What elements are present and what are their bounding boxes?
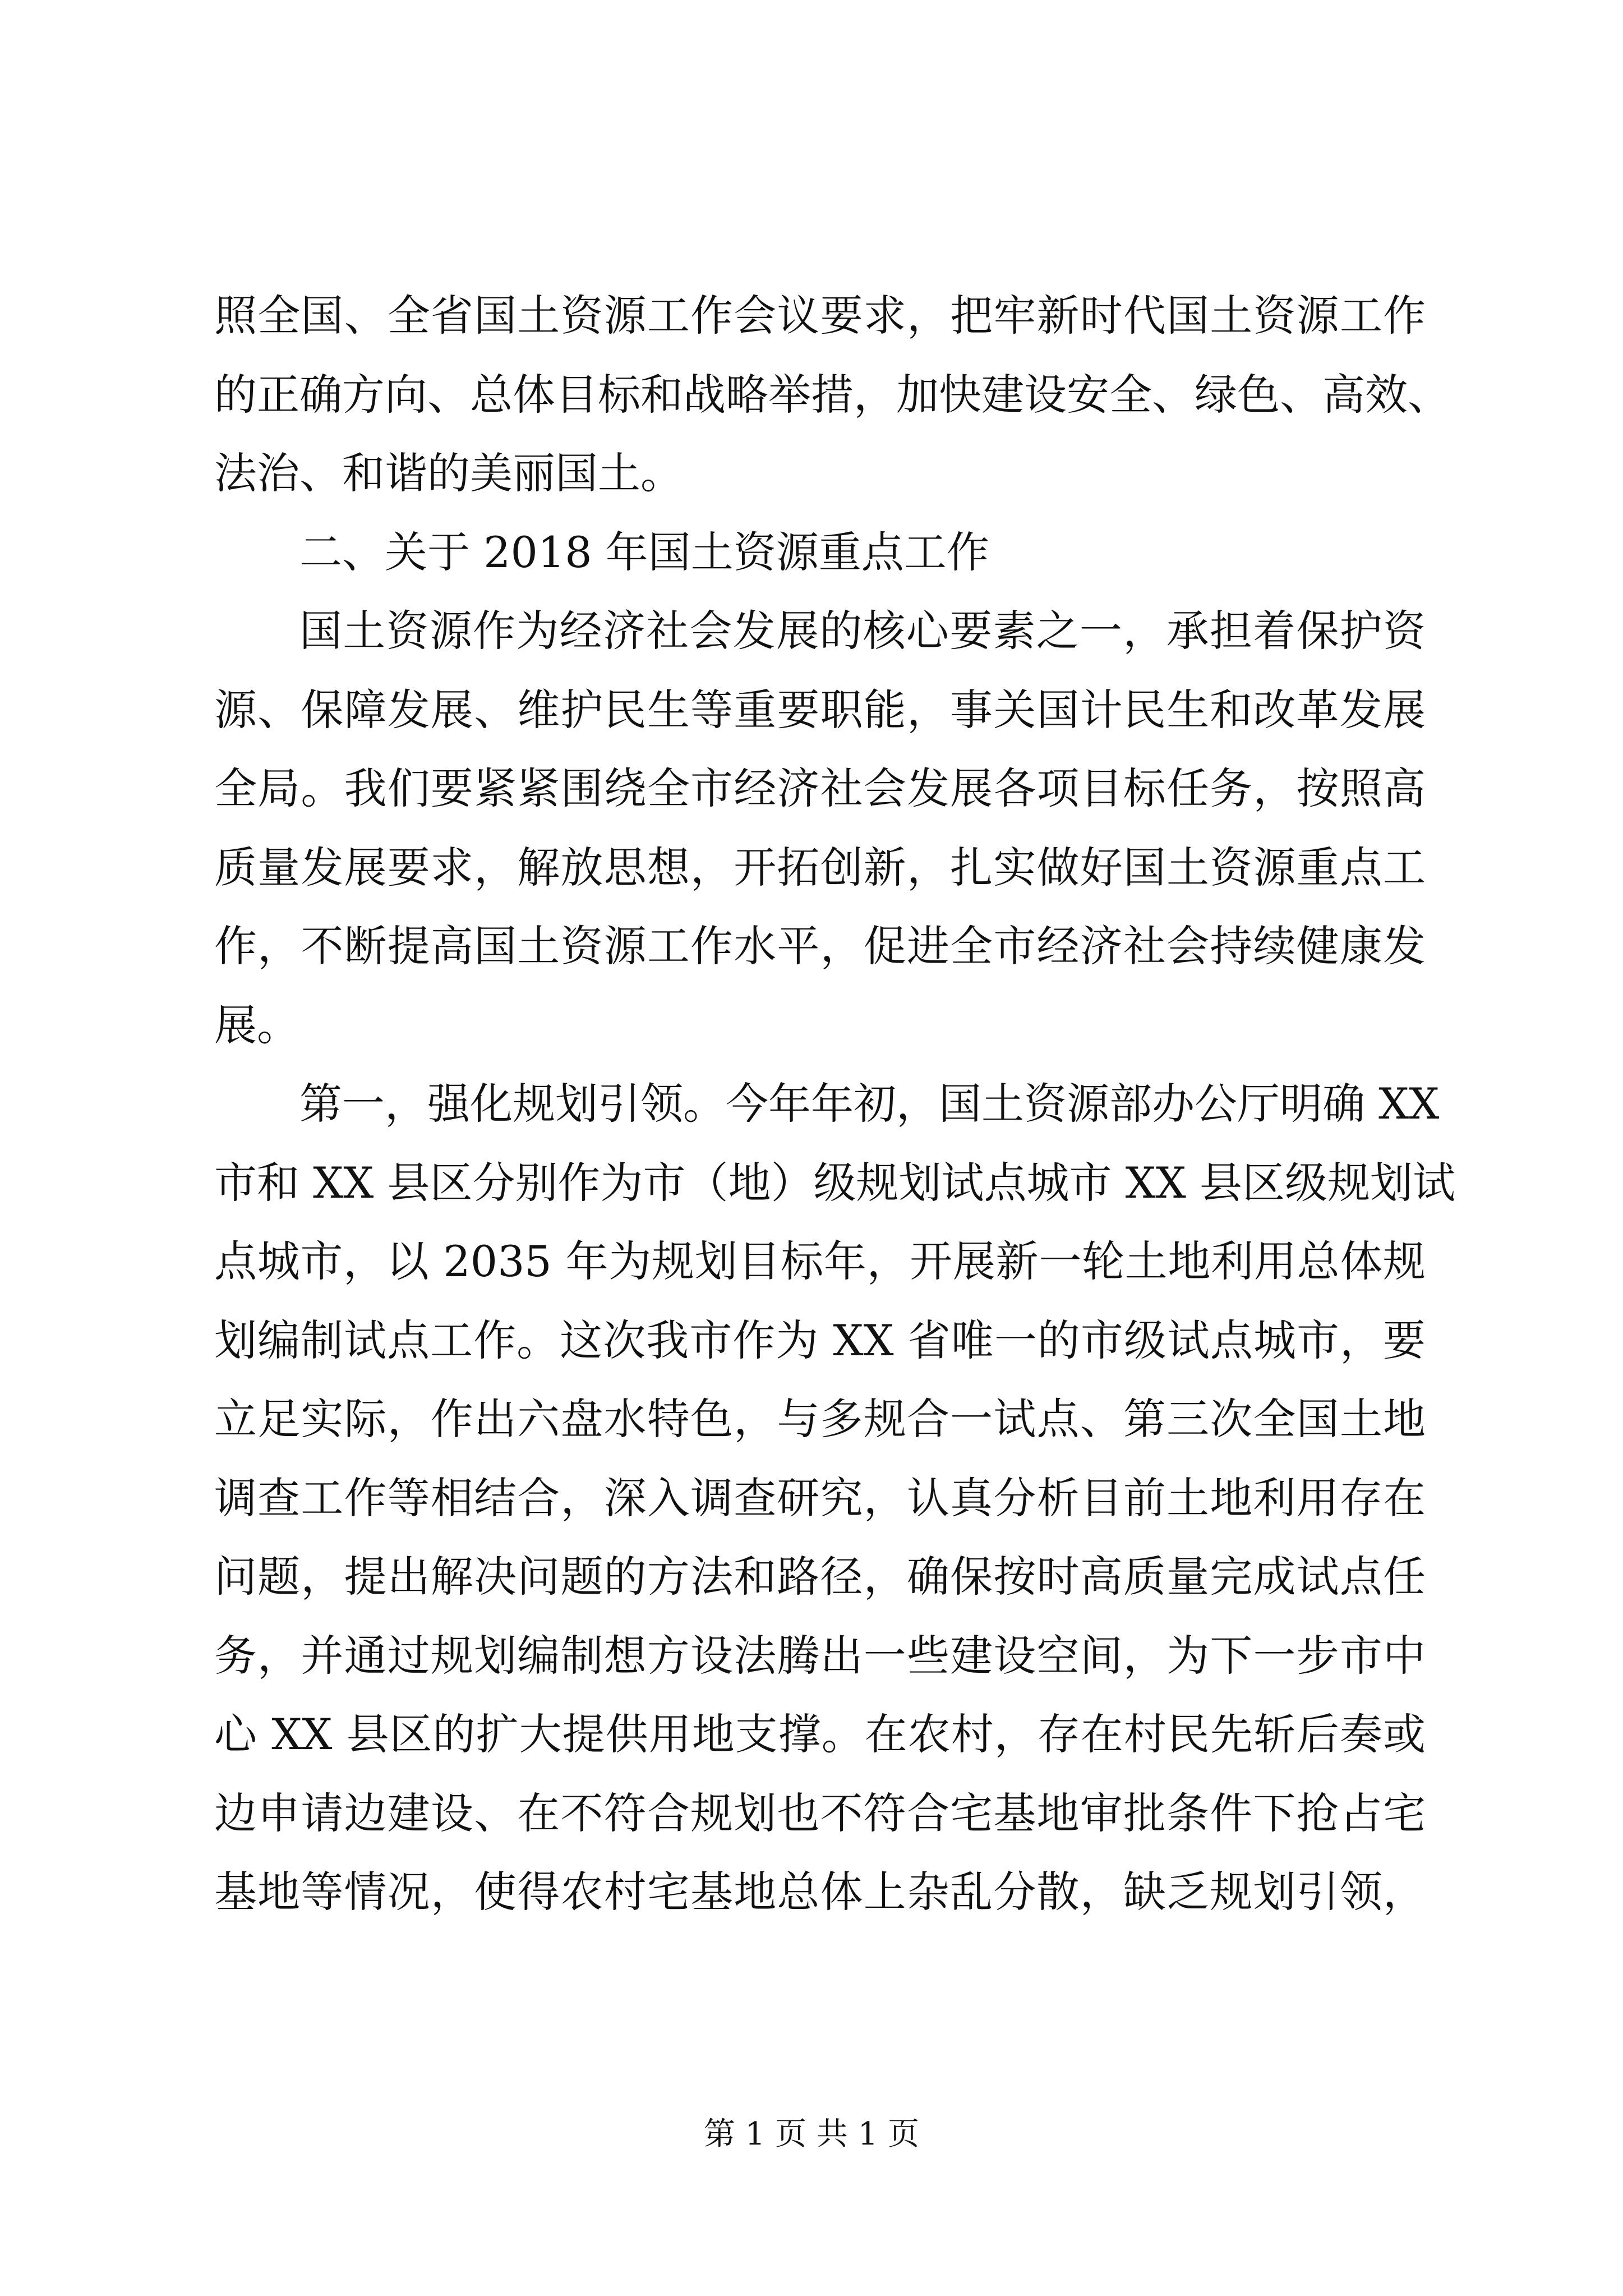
text-line: 务，并通过规划编制想方设法腾出一些建设空间，为下一步市中: [214, 1630, 1426, 1681]
text-line: 法治、和谐的美丽国土。: [214, 448, 683, 498]
text-line: 心 XX 县区的扩大提供用地支撑。在农村，存在村民先斩后奏或: [214, 1709, 1426, 1759]
text-line: 质量发展要求，解放思想，开拓创新，扎实做好国土资源重点工: [214, 842, 1426, 892]
text-line: 展。: [214, 1000, 299, 1050]
text-line: 划编制试点工作。这次我市作为 XX 省唯一的市级试点城市，要: [214, 1315, 1426, 1365]
text-line: 源、保障发展、维护民生等重要职能，事关国计民生和改革发展: [214, 684, 1426, 735]
document-body: [214, 291, 1456, 1947]
text-line: 第一，强化规划引领。今年年初，国土资源部办公厅明确 XX: [299, 1079, 1440, 1129]
text-line: 全局。我们要紧紧围绕全市经济社会发展各项目标任务，按照高: [214, 763, 1426, 813]
text-line: 国土资源作为经济社会发展的核心要素之一，承担着保护资: [299, 606, 1426, 656]
page-footer: 第 1 页 共 1 页: [703, 2116, 920, 2152]
text-line: 照全国、全省国土资源工作会议要求，把牢新时代国土资源工作: [214, 291, 1426, 341]
text-line: 点城市，以 2035 年为规划目标年，开展新一轮土地利用总体规: [214, 1236, 1426, 1286]
text-line: 问题，提出解决问题的方法和路径，确保按时高质量完成试点任: [214, 1552, 1426, 1602]
text-line: 边申请边建设、在不符合规划也不符合宅基地审批条件下抢占宅: [214, 1788, 1426, 1838]
text-line: 作，不断提高国土资源工作水平，促进全市经济社会持续健康发: [214, 921, 1426, 971]
text-line: 立足实际，作出六盘水特色，与多规合一试点、第三次全国土地: [214, 1394, 1426, 1444]
text-line: 的正确方向、总体目标和战略举措，加快建设安全、绿色、高效、: [214, 369, 1450, 420]
text-line: 调查工作等相结合，深入调查研究，认真分析目前土地利用存在: [214, 1473, 1426, 1523]
text-line: 基地等情况，使得农村宅基地总体上杂乱分散，缺乏规划引领，: [214, 1867, 1426, 1917]
text-line: 市和 XX 县区分别作为市（地）级规划试点城市 XX 县区级规划试: [214, 1157, 1456, 1208]
section-heading: 二、关于 2018 年国土资源重点工作: [299, 527, 989, 577]
